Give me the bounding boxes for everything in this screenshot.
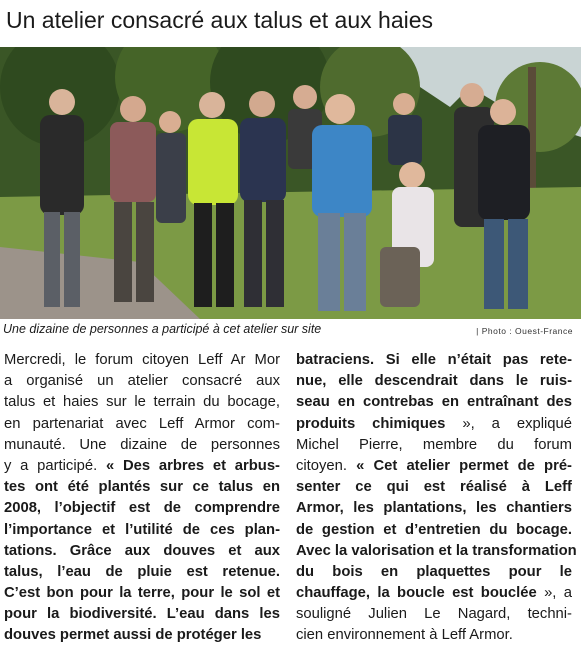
quote-text-run: pour la biodiversité. L’eau dans les xyxy=(4,606,280,623)
body-text-line xyxy=(296,541,577,562)
body-text-run: souligné Julien Le Nagard, techni- xyxy=(296,606,572,623)
body-text-run: y a participé. xyxy=(4,457,106,474)
quote-text-run: talus, l’eau de pluie est retenue. xyxy=(4,563,280,580)
body-text-run: cien environnement à Leff Armor. xyxy=(296,627,513,644)
body-text-line xyxy=(296,520,572,541)
article-body-right-column xyxy=(296,350,577,647)
body-text-run: en partenariat avec Leff Armor com- xyxy=(4,415,280,432)
article-photo xyxy=(0,47,581,319)
quote-text-run: senter ce qui est réalisé à Leff xyxy=(296,479,572,496)
quote-text-run: « Des arbres et arbus- xyxy=(105,457,280,474)
quote-text-run: tations. Grâce aux douves et aux xyxy=(4,542,280,559)
body-text-line xyxy=(296,371,572,392)
body-text-line xyxy=(4,435,280,456)
body-text-line xyxy=(296,562,572,583)
body-text-line xyxy=(296,435,572,456)
quote-text-run: l’importance et l’utilité de ces plan- xyxy=(4,521,280,538)
body-text-run: citoyen. xyxy=(296,457,357,474)
body-text-line xyxy=(296,625,572,646)
body-text-line xyxy=(296,604,572,625)
body-text-run: », a xyxy=(536,585,572,602)
quote-text-run: douves permet aussi de protéger les xyxy=(4,627,262,644)
body-text-run: talus et haies sur le terrain du bocage, xyxy=(4,394,280,411)
quote-text-run: batraciens. Si elle n’était pas rete- xyxy=(296,352,572,368)
quote-text-run: produits chimiques xyxy=(296,415,446,432)
quote-text-run: nue, elle descendrait dans le ruis- xyxy=(296,373,572,390)
body-text-line xyxy=(296,350,572,371)
quote-text-run: « Cet atelier permet de pré- xyxy=(356,457,572,474)
quote-text-run: 2008, l’objectif est de comprendre xyxy=(4,500,280,517)
body-text-line xyxy=(4,498,280,519)
body-text-line xyxy=(4,583,280,604)
body-text-line xyxy=(4,350,280,371)
quote-text-run: de gestion et d’entretien du bocage. xyxy=(296,521,572,538)
body-text-line xyxy=(296,456,572,477)
quote-text-run: Armor, les plantations, les chantiers xyxy=(296,500,572,517)
body-text-run: a organisé un atelier consacré aux xyxy=(4,373,280,390)
body-text-run: Mercredi, le forum citoyen Leff Ar Mor xyxy=(4,352,280,368)
body-text-line xyxy=(296,498,572,519)
body-text-line xyxy=(4,477,280,498)
photo-caption: Une dizaine de personnes a participé à cet atelier sur site xyxy=(3,322,322,336)
quote-text-run: tes ont été plantés sur ce talus en xyxy=(4,479,280,496)
body-text-line xyxy=(4,625,280,646)
quote-text-run: C’est bon pour la terre, pour le sol et xyxy=(4,585,280,602)
body-text-line xyxy=(296,414,572,435)
body-text-line xyxy=(4,392,280,413)
body-text-line xyxy=(4,520,280,541)
body-text-line xyxy=(4,604,280,625)
body-text-line xyxy=(296,392,572,413)
body-text-line xyxy=(4,541,280,562)
body-text-line xyxy=(4,562,280,583)
quote-text-run: chauffage, la boucle est bouclée xyxy=(296,585,537,602)
body-text-line xyxy=(4,414,280,435)
body-text-line xyxy=(4,456,280,477)
body-text-line xyxy=(296,583,572,604)
body-text-line xyxy=(4,371,280,392)
body-text-run: munauté. Une dizaine de personnes xyxy=(4,436,280,453)
body-text-line xyxy=(296,477,572,498)
quote-text-run: seau en contrebas en entraînant des xyxy=(296,394,572,411)
group-photo-illustration xyxy=(0,47,581,319)
quote-text-run: du bois en plaquettes pour le xyxy=(296,563,572,580)
photo-credit: | Photo : Ouest-France xyxy=(476,326,573,336)
body-text-run: Michel Pierre, membre du forum xyxy=(296,436,572,453)
body-text-run: », a expliqué xyxy=(445,415,572,432)
headline: Un atelier consacré aux talus et aux haies xyxy=(6,7,434,33)
article-body-left-column xyxy=(4,350,280,647)
quote-text-run: Avec la valorisation et la transformation xyxy=(296,542,577,559)
